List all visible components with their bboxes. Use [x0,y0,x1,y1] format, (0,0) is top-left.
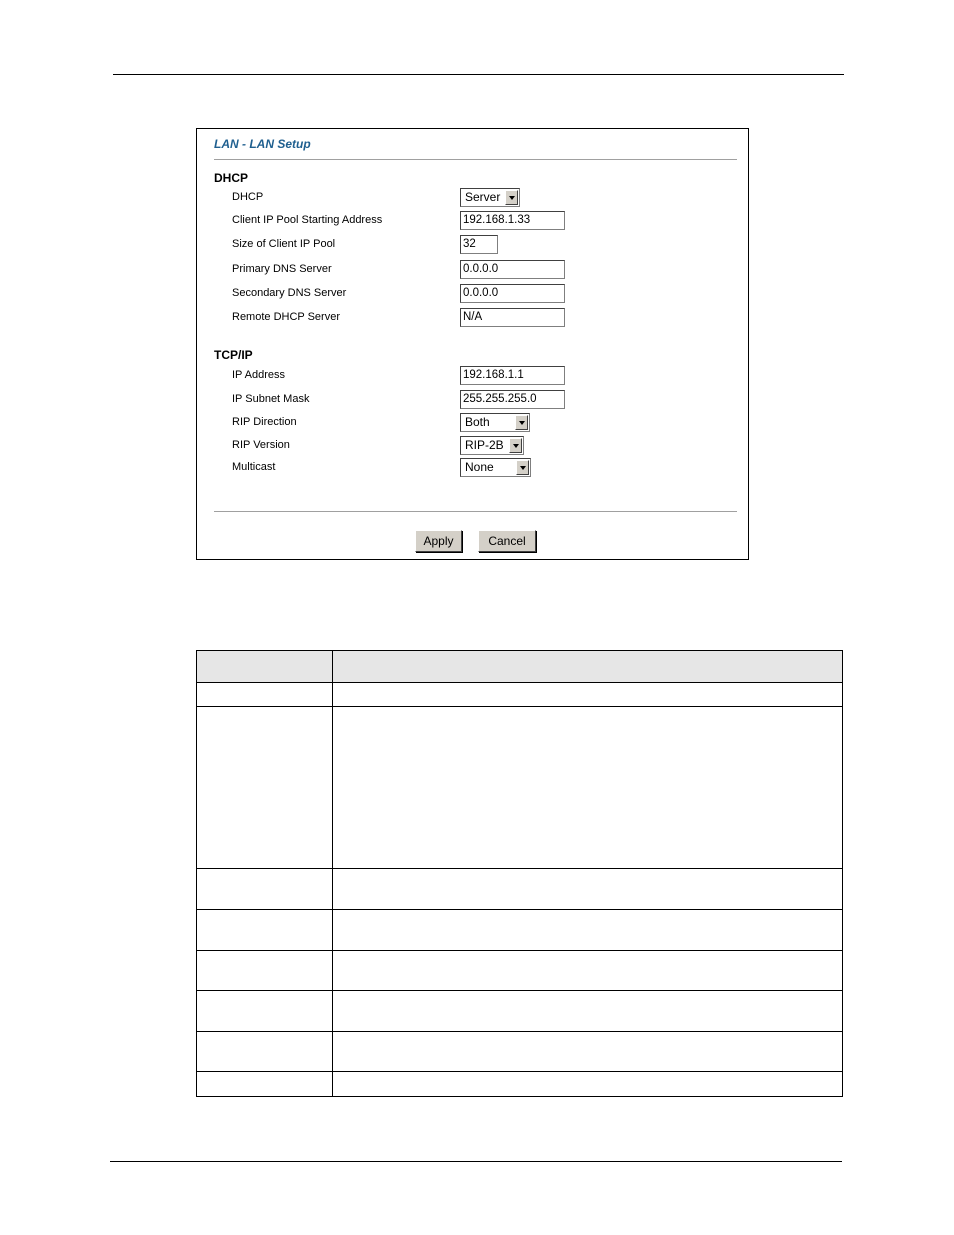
chevron-down-icon[interactable] [516,460,529,475]
table-cell [197,951,333,991]
chevron-down-icon[interactable] [515,415,528,430]
lan-setup-panel [196,128,749,560]
primary-dns-input[interactable]: 0.0.0.0 [460,260,565,279]
table-cell [197,991,333,1032]
table-cell [333,951,843,991]
rip-version-label: RIP Version [232,439,290,451]
table-cell [333,1032,843,1072]
header-rule [113,74,844,75]
table-cell [333,869,843,910]
table-row [197,1032,843,1072]
subnet-mask-label: IP Subnet Mask [232,393,310,405]
apply-button[interactable]: Apply [415,530,462,552]
table-cell [197,683,333,707]
table-cell [197,910,333,951]
table-cell [333,991,843,1032]
table-cell [333,910,843,951]
table-cell [333,1072,843,1097]
pool-start-label: Client IP Pool Starting Address [232,214,383,226]
secondary-dns-label: Secondary DNS Server [232,287,347,299]
pool-size-label: Size of Client IP Pool [232,238,336,250]
remote-dhcp-input[interactable]: N/A [460,308,565,327]
panel-title: LAN - LAN Setup [214,137,311,151]
remote-dhcp-label: Remote DHCP Server [232,311,340,323]
table-header-cell [197,651,333,683]
primary-dns-label: Primary DNS Server [232,263,332,275]
title-divider [214,159,737,160]
table-cell [333,707,843,869]
rip-version-select[interactable] [460,436,524,455]
dhcp-select[interactable] [460,188,520,207]
rip-version-value: RIP-2B [465,438,504,452]
pool-size-input[interactable]: 32 [460,235,498,254]
table-row [197,683,843,707]
chevron-down-icon[interactable] [509,438,522,453]
table-cell [197,1032,333,1072]
table-row [197,707,843,869]
table-header-row [197,651,843,683]
secondary-dns-input[interactable]: 0.0.0.0 [460,284,565,303]
cancel-button[interactable]: Cancel [478,530,536,552]
table-cell [333,683,843,707]
footer-divider [214,511,737,512]
chevron-down-icon[interactable] [505,190,518,205]
table-cell [197,869,333,910]
table-row [197,910,843,951]
multicast-select[interactable] [460,458,531,477]
field-description-table [196,650,843,1097]
table-header-cell [333,651,843,683]
table-cell [197,707,333,869]
multicast-value: None [465,460,494,474]
ip-address-input[interactable]: 192.168.1.1 [460,366,565,385]
pool-start-input[interactable]: 192.168.1.33 [460,211,565,230]
tcpip-section-heading: TCP/IP [214,348,253,362]
dhcp-select-value: Server [465,190,501,204]
table-row [197,1072,843,1097]
table-cell [197,1072,333,1097]
table-row [197,991,843,1032]
ip-address-label: IP Address [232,369,285,381]
rip-direction-value: Both [465,415,490,429]
dhcp-label: DHCP [232,191,264,203]
rip-direction-label: RIP Direction [232,416,297,428]
multicast-label: Multicast [232,461,276,473]
table-row [197,869,843,910]
footer-rule [110,1161,842,1162]
rip-direction-select[interactable] [460,413,530,432]
table-row [197,951,843,991]
subnet-mask-input[interactable]: 255.255.255.0 [460,390,565,409]
dhcp-section-heading: DHCP [214,171,249,185]
